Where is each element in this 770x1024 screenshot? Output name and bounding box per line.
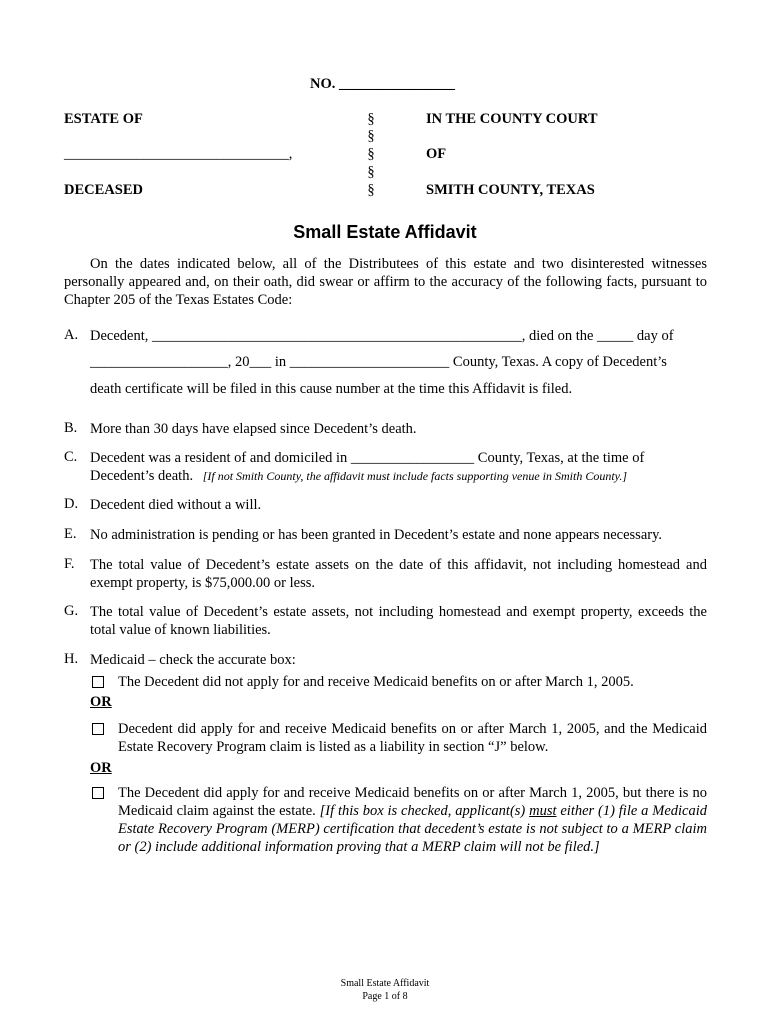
item-a-line-3: death certificate will be filed in this cause number at the time this Affidavit is filed. (90, 381, 573, 397)
section-sign: § (367, 182, 375, 198)
item-a-line-1[interactable]: Decedent, ___________________________________________________, died on the _____ day of (90, 328, 674, 344)
item-label: F. (64, 556, 75, 572)
section-sign: § (367, 146, 375, 162)
decedent-name-blank[interactable]: _______________________________, (64, 146, 293, 162)
item-label: G. (64, 603, 79, 619)
option-3-note-post: either (1) file a Medicaid Estate Recovery Program (MERP) certification that decedent’s estate is not subject to a MERP claim or (2) include additional information proving that a MERP claim will not be filed.] (118, 803, 707, 855)
item-b-text: More than 30 days have elapsed since Decedent’s death. (90, 421, 417, 437)
medicaid-option-3 (90, 784, 707, 879)
medicaid-option-1 (90, 673, 707, 693)
section-sign: § (367, 164, 375, 180)
court-line-1: IN THE COUNTY COURT (426, 111, 598, 127)
cause-number: NO. ________________ (310, 76, 455, 92)
intro-paragraph: On the dates indicated below, all of the Distributees of this estate and two disinterested witnesses personally appeared and, on their oath, did swear or affirm to the accuracy of the following facts, pursuant to Chapter 205 of the Texas Estates Code: (64, 256, 707, 308)
item-h-text: Medicaid – check the accurate box: (90, 652, 296, 668)
venue-note: [If not Smith County, the affidavit must include facts supporting venue in Smith County.] (202, 469, 628, 483)
item-d-text: Decedent died without a will. (90, 497, 262, 513)
item-a (64, 327, 707, 397)
checkbox-icon[interactable] (92, 676, 104, 688)
section-sign: § (367, 111, 375, 127)
checkbox-icon[interactable] (92, 723, 104, 735)
item-label: H. (64, 651, 79, 667)
item-e (64, 526, 707, 546)
item-g-text: The total value of Decedent’s estate assets, not including homestead and exempt property, exceeds the total value of known liabilities. (90, 604, 707, 638)
item-f-text: The total value of Decedent’s estate assets on the date of this affidavit, not including homestead and exempt property, is $75,000.00 or less. (90, 557, 707, 591)
checkbox-icon[interactable] (92, 787, 104, 799)
option-3-main: The Decedent did apply for and receive Medicaid benefits on or after March 1, 2005, but there is no Medicaid claim against the estate. (118, 785, 707, 819)
option-3-note-must: must (529, 803, 557, 819)
item-label: E. (64, 526, 77, 542)
item-label: C. (64, 449, 78, 465)
item-c (64, 449, 707, 489)
item-label: A. (64, 327, 79, 343)
item-a-line-2[interactable]: ___________________, 20___ in ______________________ County, Texas. A copy of Decedent’s (90, 354, 667, 370)
item-label: B. (64, 420, 78, 436)
option-3-text (118, 784, 707, 856)
document-title: Small Estate Affidavit (293, 222, 477, 242)
medicaid-option-2 (90, 720, 707, 758)
footer-title: Small Estate Affidavit (340, 978, 430, 989)
item-f (64, 556, 707, 594)
item-c-line-1[interactable]: Decedent was a resident of and domiciled in _________________ County, Texas, at the time of (90, 450, 645, 466)
option-1-text: The Decedent did not apply for and receive Medicaid benefits on or after March 1, 2005. (118, 674, 634, 690)
deceased-label: DECEASED (64, 182, 143, 198)
item-e-text: No administration is pending or has been granted in Decedent’s estate and none appears necessary. (90, 527, 663, 543)
item-c-line-2: Decedent’s death. (90, 468, 194, 484)
or-separator: OR (90, 694, 112, 710)
item-b (64, 420, 707, 440)
section-sign: § (367, 128, 375, 144)
or-separator: OR (90, 760, 112, 776)
item-label: D. (64, 496, 79, 512)
item-h (64, 651, 707, 671)
court-line-3: SMITH COUNTY, TEXAS (426, 182, 595, 198)
estate-of-label: ESTATE OF (64, 111, 143, 127)
item-d (64, 496, 707, 516)
option-2-text: Decedent did apply for and receive Medicaid benefits on or after March 1, 2005, and the Medicaid Estate Recovery Program claim is listed as a liability in section “J” below. (118, 721, 707, 755)
option-3-note-pre: [If this box is checked, applicant(s) (319, 803, 526, 819)
item-g (64, 603, 707, 641)
page-number: Page 1 of 8 (362, 991, 408, 1002)
court-line-2: OF (426, 146, 447, 162)
